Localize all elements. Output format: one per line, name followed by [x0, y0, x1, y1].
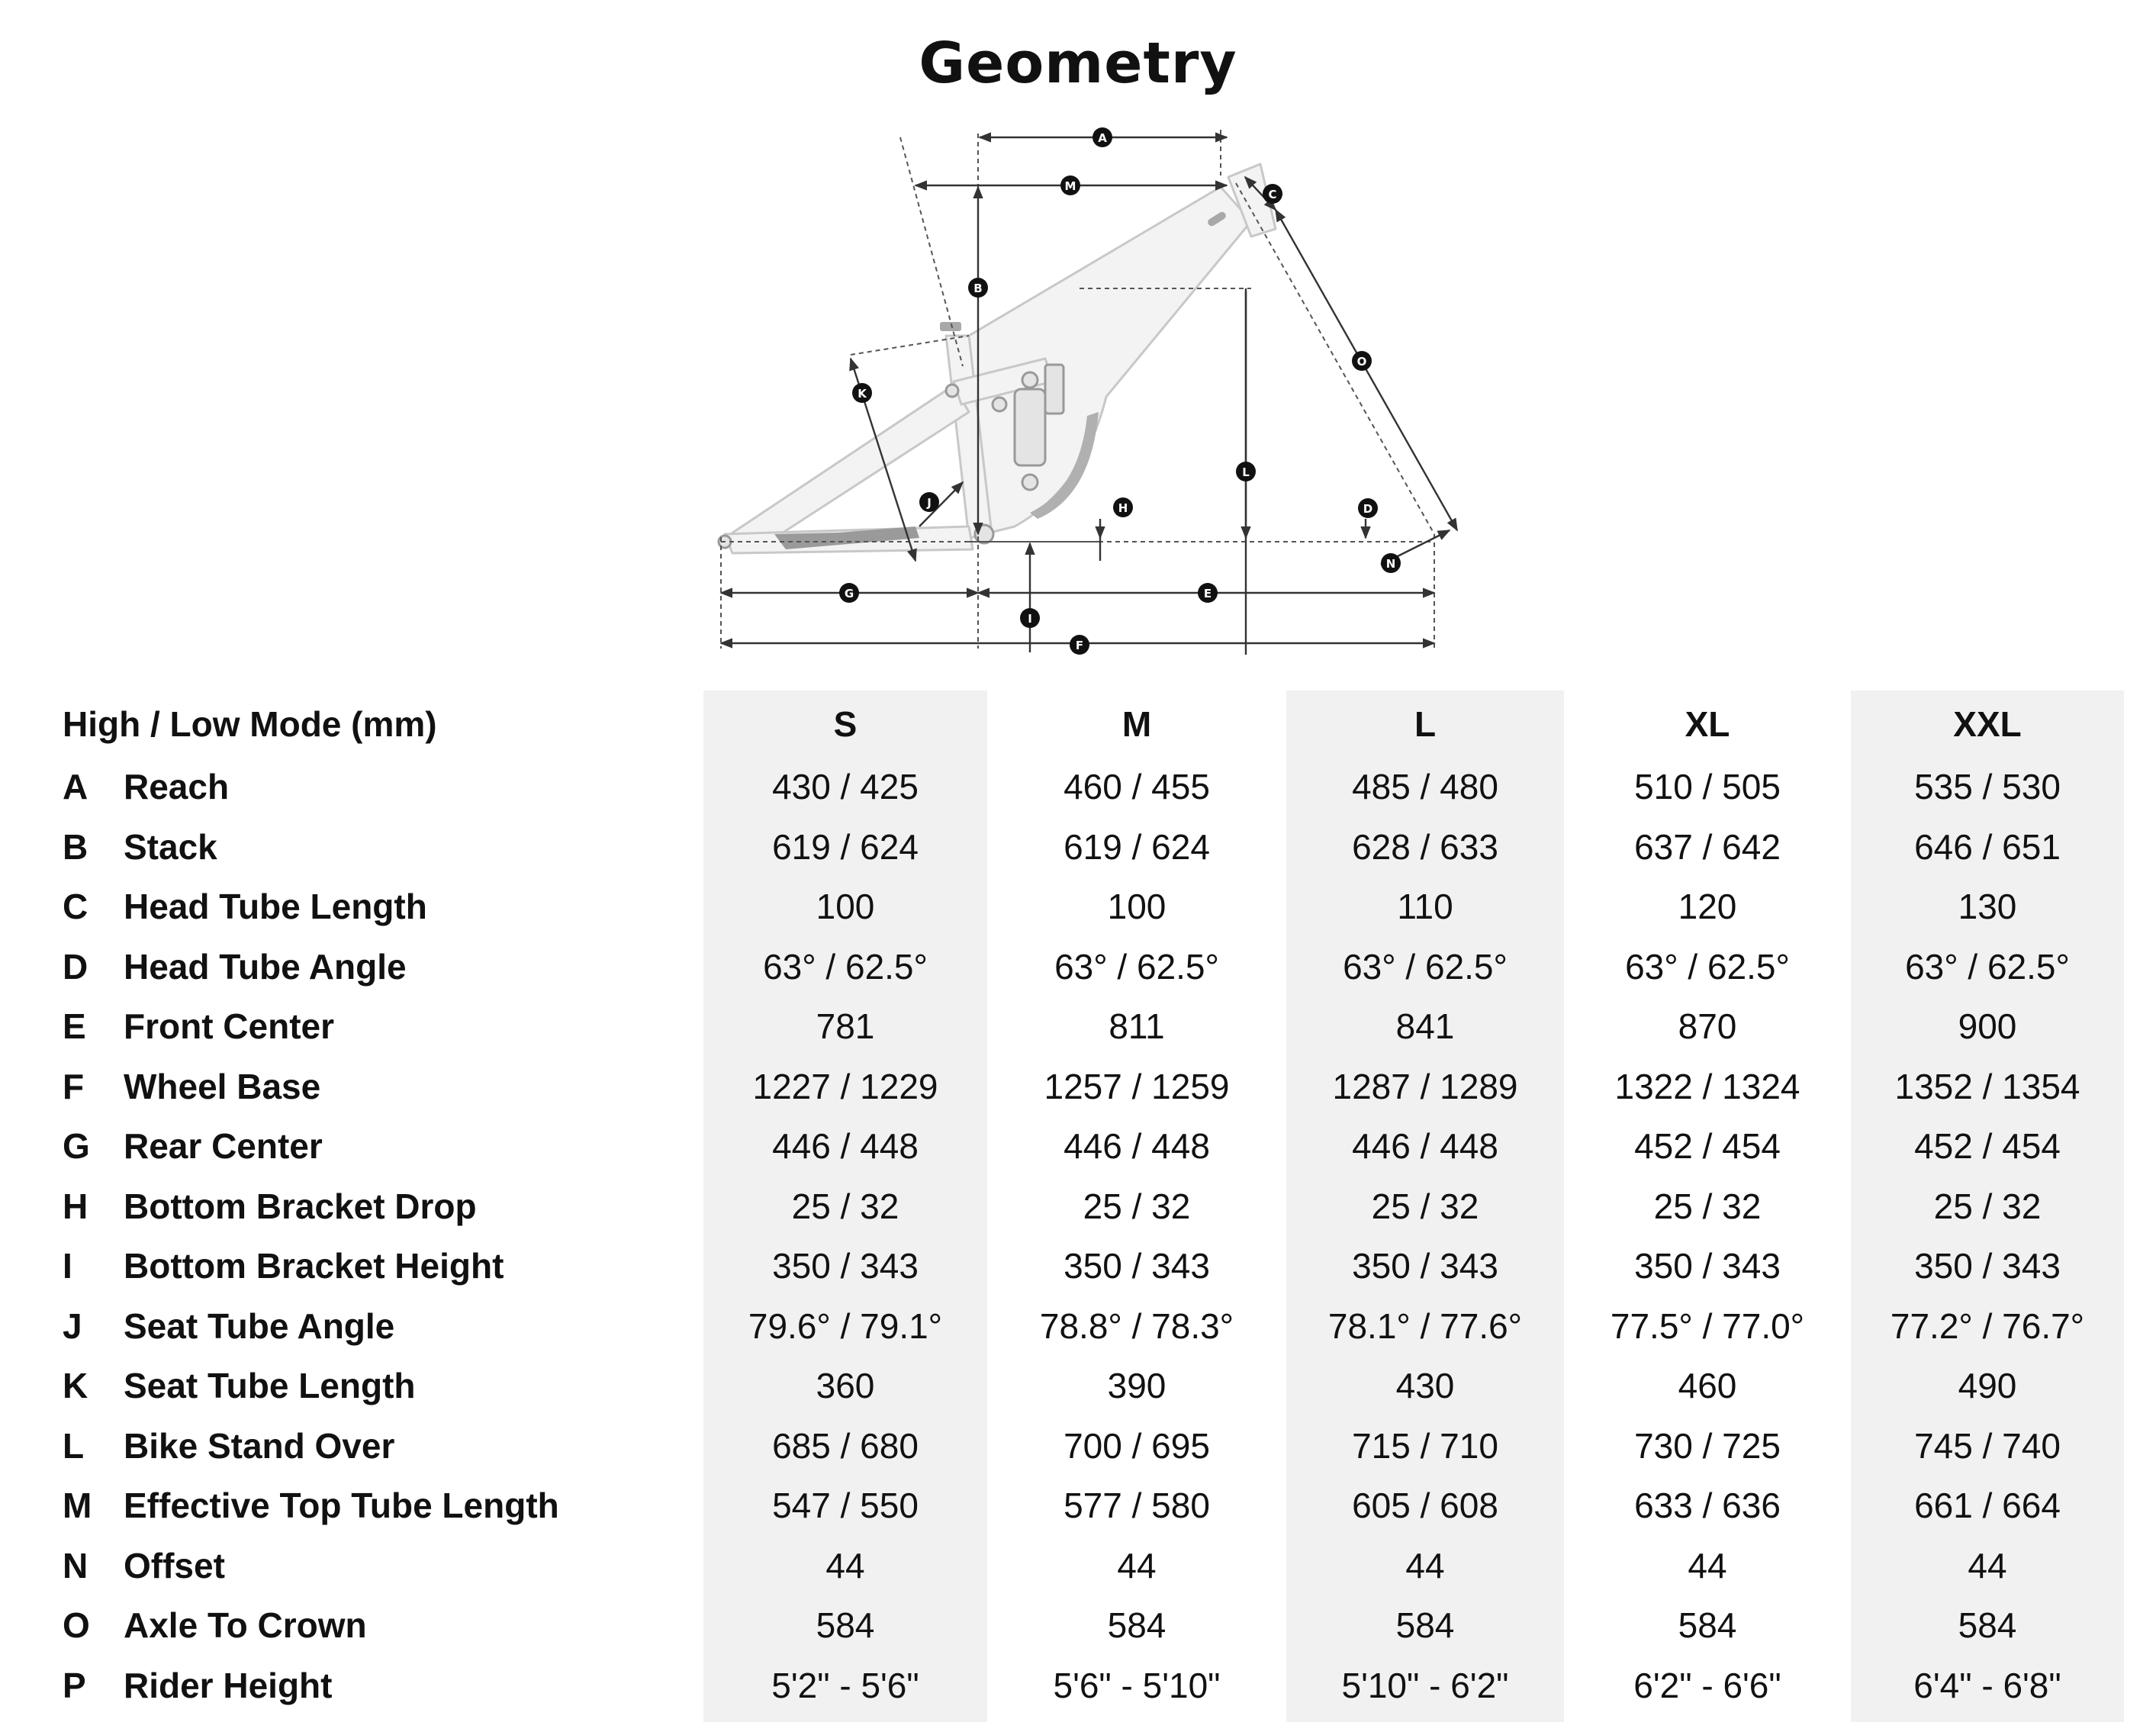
table-cell: 5'2" - 5'6": [771, 1665, 919, 1705]
table-cell: 633 / 636: [1634, 1486, 1781, 1525]
table-cell: 63° / 62.5°: [1905, 946, 2070, 987]
table-cell: 430: [1395, 1366, 1455, 1405]
row-label: Rider Height: [124, 1665, 333, 1705]
table-row: [0, 996, 2156, 1057]
row-letter: G: [63, 1126, 90, 1166]
table-cell: 63° / 62.5°: [763, 946, 928, 987]
table-cell: 390: [1107, 1366, 1166, 1405]
table-cell: 811: [1109, 1006, 1165, 1046]
table-cell: 870: [1678, 1006, 1737, 1046]
table-row: [0, 817, 2156, 877]
table-cell: 584: [1678, 1605, 1737, 1645]
svg-text:M: M: [1064, 179, 1076, 193]
row-letter: H: [63, 1186, 88, 1226]
marker-m: [1060, 175, 1080, 195]
table-header-row: [0, 694, 2156, 755]
row-letter: M: [63, 1486, 92, 1525]
table-row: [0, 757, 2156, 817]
svg-text:L: L: [1242, 465, 1250, 479]
size-header-s: S: [833, 704, 858, 744]
table-row: [0, 1476, 2156, 1536]
table-cell: 1287 / 1289: [1332, 1066, 1518, 1106]
table-cell: 6'2" - 6'6": [1633, 1665, 1781, 1705]
table-row: [0, 937, 2156, 997]
row-letter: N: [63, 1545, 88, 1586]
table-cell: 360: [816, 1366, 875, 1405]
table-cell: 5'6" - 5'10": [1053, 1665, 1221, 1705]
table-cell: 25 / 32: [1933, 1186, 2042, 1226]
table-cell: 1257 / 1259: [1044, 1066, 1230, 1106]
row-letter: E: [63, 1006, 86, 1046]
marker-e: [1198, 583, 1218, 603]
row-label: Wheel Base: [124, 1066, 321, 1106]
table-cell: 584: [1958, 1605, 2017, 1645]
row-label: Bottom Bracket Drop: [124, 1186, 477, 1226]
svg-text:G: G: [844, 587, 854, 600]
size-header-m: M: [1121, 704, 1152, 744]
svg-text:C: C: [1268, 188, 1277, 201]
table-cell: 350 / 343: [1914, 1246, 2061, 1286]
table-cell: 628 / 633: [1352, 826, 1498, 867]
table-cell: 1352 / 1354: [1894, 1066, 2080, 1106]
row-letter: B: [63, 826, 88, 867]
table-cell: 584: [816, 1605, 875, 1645]
table-cell: 44: [1688, 1545, 1727, 1586]
table-cell: 25 / 32: [1083, 1186, 1191, 1226]
table-cell: 100: [1107, 887, 1166, 926]
marker-f: [1070, 635, 1089, 655]
marker-l: [1236, 462, 1256, 481]
row-label: Reach: [124, 767, 230, 806]
table-cell: 584: [1395, 1605, 1455, 1645]
row-letter: F: [63, 1066, 85, 1106]
row-label: Head Tube Length: [124, 887, 427, 926]
row-letter: C: [63, 887, 88, 926]
table-row: [0, 1296, 2156, 1357]
row-letter: L: [63, 1425, 85, 1466]
table-cell: 547 / 550: [772, 1486, 919, 1525]
table-cell: 460 / 455: [1064, 767, 1210, 806]
table-cell: 485 / 480: [1352, 767, 1498, 806]
table-cell: 44: [1405, 1545, 1445, 1586]
table-cell: 79.6° / 79.1°: [748, 1305, 943, 1346]
table-cell: 350 / 343: [772, 1246, 919, 1286]
table-cell: 510 / 505: [1634, 767, 1781, 806]
row-label: Stack: [124, 826, 217, 867]
row-letter: K: [63, 1366, 88, 1405]
table-cell: 577 / 580: [1064, 1486, 1210, 1525]
table-cell: 637 / 642: [1634, 826, 1781, 867]
table-row: [0, 1177, 2156, 1237]
table-row: [0, 1236, 2156, 1296]
marker-n: [1381, 553, 1401, 573]
table-cell: 130: [1958, 887, 2017, 926]
marker-a: [1092, 127, 1112, 147]
table-cell: 446 / 448: [1064, 1126, 1210, 1166]
table-cell: 452 / 454: [1634, 1126, 1781, 1166]
table-cell: 900: [1958, 1006, 2017, 1046]
svg-text:K: K: [858, 387, 867, 401]
table-cell: 700 / 695: [1064, 1425, 1210, 1466]
table-cell: 25 / 32: [1371, 1186, 1479, 1226]
table-cell: 446 / 448: [1352, 1126, 1498, 1166]
table-cell: 78.8° / 78.3°: [1039, 1305, 1234, 1346]
row-letter: O: [63, 1605, 90, 1645]
table-cell: 78.1° / 77.6°: [1327, 1305, 1523, 1346]
table-cell: 44: [1968, 1545, 2007, 1586]
table-cell: 460: [1678, 1366, 1737, 1405]
table-cell: 841: [1395, 1006, 1455, 1046]
table-cell: 781: [816, 1006, 875, 1046]
svg-text:N: N: [1385, 557, 1396, 571]
row-letter: D: [63, 946, 88, 987]
table-cell: 120: [1678, 887, 1737, 926]
table-row: [0, 1416, 2156, 1476]
table-cell: 25 / 32: [1653, 1186, 1762, 1226]
marker-g: [839, 583, 859, 603]
row-label: Seat Tube Length: [124, 1366, 416, 1405]
row-letter: I: [63, 1246, 72, 1286]
svg-text:O: O: [1356, 355, 1367, 369]
dimension-markers: [839, 127, 1401, 655]
row-letter: J: [63, 1305, 82, 1346]
table-cell: 646 / 651: [1914, 826, 2061, 867]
table-cell: 77.2° / 76.7°: [1890, 1305, 2085, 1346]
page-title: Geometry: [919, 31, 1237, 96]
table-cell: 100: [816, 887, 875, 926]
marker-h: [1113, 497, 1133, 517]
table-cell: 350 / 343: [1064, 1246, 1210, 1286]
row-label: Axle To Crown: [124, 1605, 367, 1645]
row-label: Front Center: [124, 1006, 334, 1046]
table-cell: 63° / 62.5°: [1625, 946, 1790, 987]
table-row: [0, 1536, 2156, 1596]
table-cell: 619 / 624: [1064, 826, 1210, 867]
size-header-l: L: [1414, 704, 1437, 744]
table-cell: 490: [1958, 1366, 2017, 1405]
marker-b: [968, 278, 988, 298]
marker-o: [1352, 351, 1372, 371]
row-label: Seat Tube Angle: [124, 1305, 395, 1346]
table-cell: 452 / 454: [1914, 1126, 2061, 1166]
table-cell: 44: [1117, 1545, 1157, 1586]
row-label: Effective Top Tube Length: [124, 1486, 559, 1525]
table-cell: 619 / 624: [772, 826, 919, 867]
row-label: Offset: [124, 1545, 225, 1586]
table-cell: 605 / 608: [1352, 1486, 1498, 1525]
table-cell: 25 / 32: [791, 1186, 899, 1226]
table-cell: 44: [825, 1545, 865, 1586]
row-label: Rear Center: [124, 1126, 323, 1166]
marker-d: [1358, 498, 1378, 518]
svg-text:J: J: [927, 496, 932, 510]
table-row: [0, 877, 2156, 937]
marker-j: [919, 492, 939, 512]
bike-frame: [725, 164, 1276, 553]
table-row: [0, 1656, 2156, 1716]
svg-text:A: A: [1098, 131, 1107, 145]
row-label: Bottom Bracket Height: [124, 1246, 504, 1286]
table-cell: 5'10" - 6'2": [1341, 1665, 1509, 1705]
table-cell: 350 / 343: [1352, 1246, 1498, 1286]
marker-k: [852, 383, 872, 403]
header-label: High / Low Mode (mm): [63, 704, 437, 744]
marker-c: [1263, 184, 1282, 204]
bike-geometry-diagram: [702, 122, 1480, 671]
table-cell: 715 / 710: [1352, 1425, 1498, 1466]
table-cell: 63° / 62.5°: [1343, 946, 1508, 987]
svg-text:F: F: [1075, 639, 1084, 652]
svg-text:D: D: [1363, 502, 1373, 516]
table-row: [0, 1057, 2156, 1117]
geometry-table: [0, 691, 2156, 1732]
row-letter: P: [63, 1665, 86, 1705]
svg-text:B: B: [973, 282, 983, 295]
table-cell: 730 / 725: [1634, 1425, 1781, 1466]
table-cell: 6'4" - 6'8": [1913, 1665, 2061, 1705]
svg-text:I: I: [1028, 612, 1032, 626]
table-cell: 685 / 680: [772, 1425, 919, 1466]
table-cell: 535 / 530: [1914, 767, 2061, 806]
table-cell: 745 / 740: [1914, 1425, 2061, 1466]
size-header-xl: XL: [1685, 704, 1730, 744]
table-cell: 1322 / 1324: [1614, 1066, 1800, 1106]
table-cell: 350 / 343: [1634, 1246, 1781, 1286]
size-header-xxl: XXL: [1953, 704, 2022, 744]
row-letter: A: [63, 767, 88, 806]
table-cell: 584: [1107, 1605, 1166, 1645]
table-row: [0, 1595, 2156, 1656]
svg-text:H: H: [1118, 501, 1128, 515]
table-cell: 63° / 62.5°: [1054, 946, 1219, 987]
table-row: [0, 1356, 2156, 1416]
table-cell: 110: [1397, 887, 1453, 926]
row-label: Head Tube Angle: [124, 946, 407, 987]
row-label: Bike Stand Over: [124, 1425, 395, 1466]
svg-text:E: E: [1203, 587, 1212, 600]
marker-i: [1020, 608, 1040, 628]
table-cell: 446 / 448: [772, 1126, 919, 1166]
table-cell: 661 / 664: [1914, 1486, 2061, 1525]
table-row: [0, 1116, 2156, 1177]
table-cell: 1227 / 1229: [752, 1066, 938, 1106]
table-cell: 430 / 425: [772, 767, 919, 806]
table-cell: 77.5° / 77.0°: [1610, 1305, 1805, 1346]
